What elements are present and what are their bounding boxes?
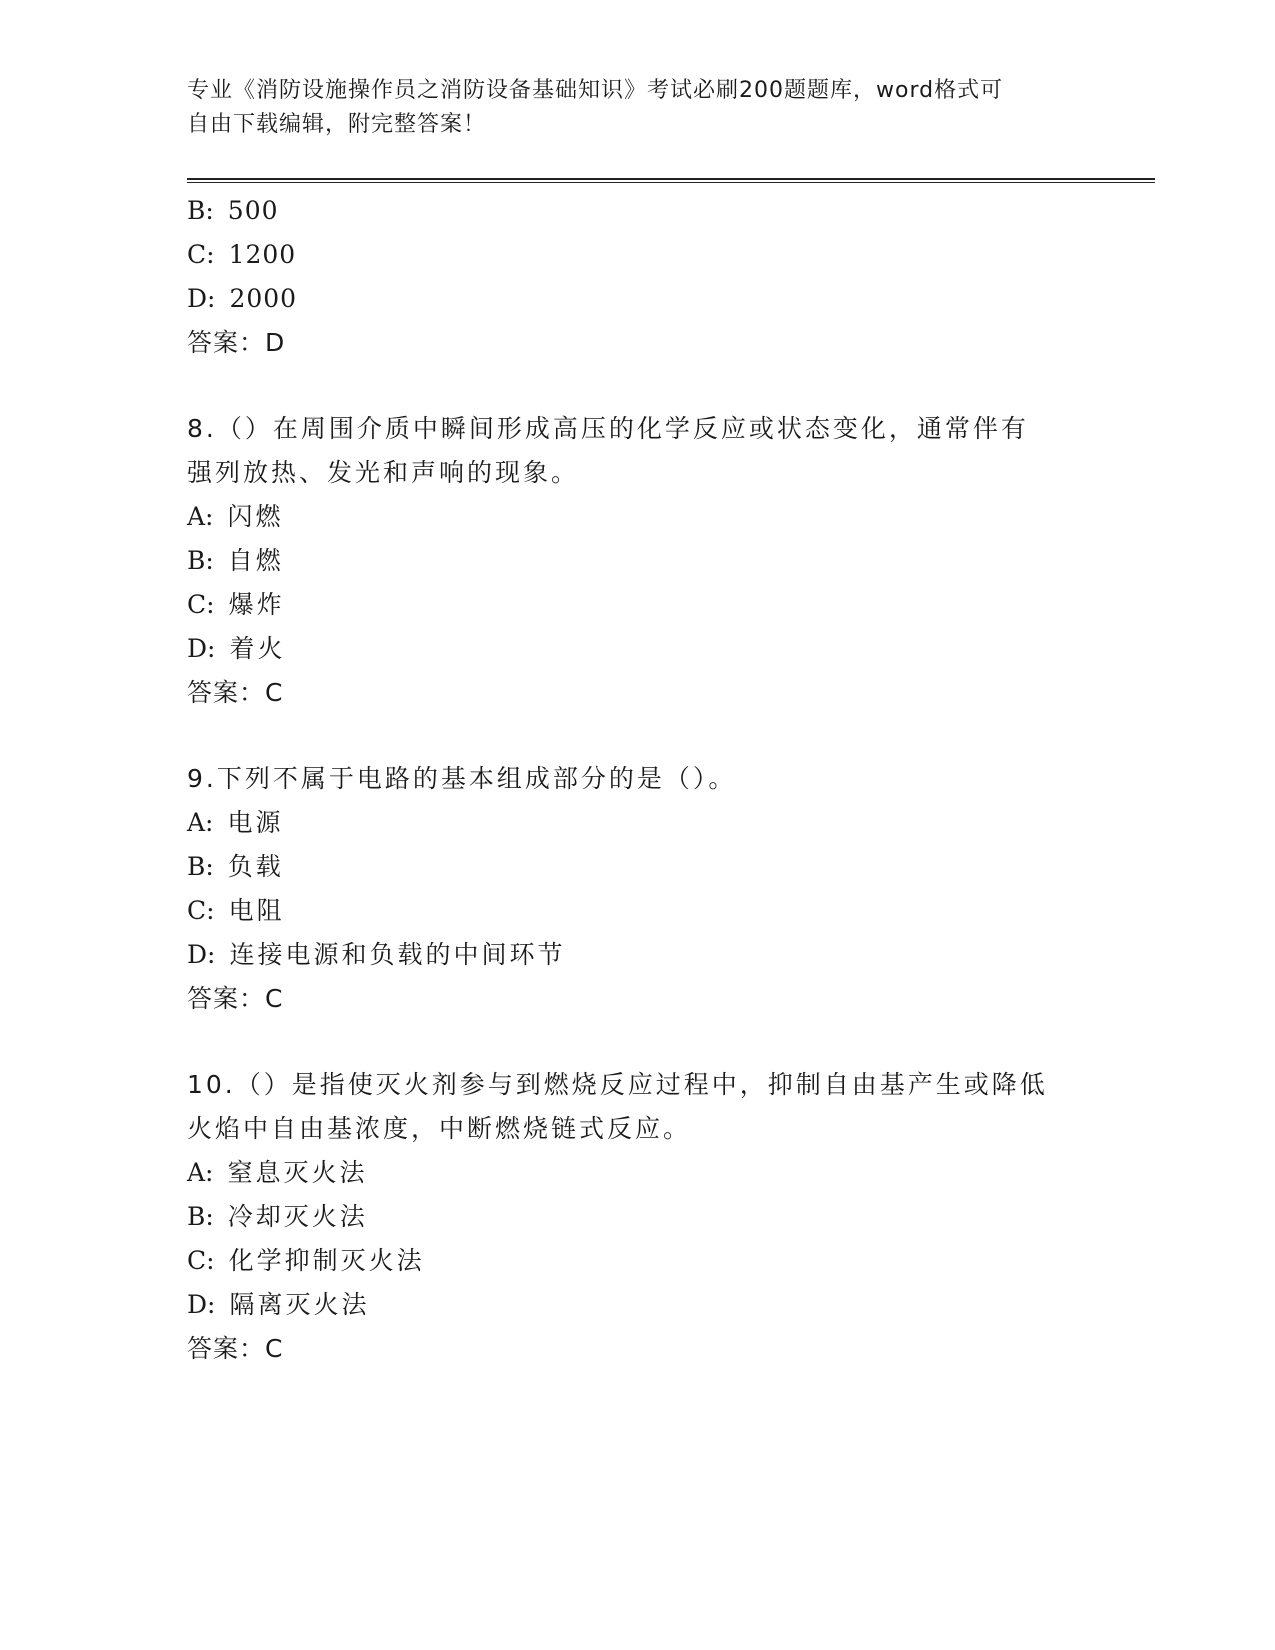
question-10-option-b: B: 冷却灭火法: [187, 1202, 368, 1231]
question-8-option-b: B: 自燃: [187, 546, 284, 575]
question-9-option-d: D: 连接电源和负载的中间环节: [187, 940, 566, 969]
document-page: [187, 0, 1167, 1650]
question-10-option-c: C: 化学抑制灭火法: [187, 1246, 425, 1275]
question-8-stem-line-1: 8.（）在周围介质中瞬间形成高压的化学反应或状态变化，通常伴有: [187, 414, 1029, 443]
question-9-answer: 答案：C: [187, 984, 284, 1013]
question-9-option-b: B: 负载: [187, 852, 284, 881]
question-9-stem-line-1: 9.下列不属于电路的基本组成部分的是（）。: [187, 764, 737, 793]
question-10-stem-line-2: 火焰中自由基浓度，中断燃烧链式反应。: [187, 1114, 692, 1143]
header-title-line-2: 自由下载编辑，附完整答案！: [187, 112, 487, 137]
question-8-answer: 答案：C: [187, 678, 284, 707]
option-c: C: 1200: [187, 240, 297, 269]
question-10-option-d: D: 隔离灭火法: [187, 1290, 370, 1319]
question-8-option-c: C: 爆炸: [187, 590, 285, 619]
option-d: D: 2000: [187, 284, 298, 313]
question-8-stem-line-2: 强列放热、发光和声响的现象。: [187, 458, 580, 487]
question-9-option-a: A: 电源: [187, 808, 284, 837]
header-divider: [187, 178, 1155, 183]
question-10-answer: 答案：C: [187, 1334, 284, 1363]
option-b: B: 500: [187, 196, 279, 225]
question-10-stem-line-1: 10.（）是指使灭火剂参与到燃烧反应过程中，抑制自由基产生或降低: [187, 1070, 1048, 1099]
question-10-option-a: A: 窒息灭火法: [187, 1158, 368, 1187]
header-title-line-1: 专业《消防设施操作员之消防设备基础知识》考试必刷200题题库，word格式可: [187, 78, 1004, 103]
document-header: [187, 74, 1087, 142]
answer-line: 答案：D: [187, 328, 286, 357]
question-9-option-c: C: 电阻: [187, 896, 285, 925]
question-8-option-a: A: 闪燃: [187, 502, 284, 531]
question-8-option-d: D: 着火: [187, 634, 286, 663]
